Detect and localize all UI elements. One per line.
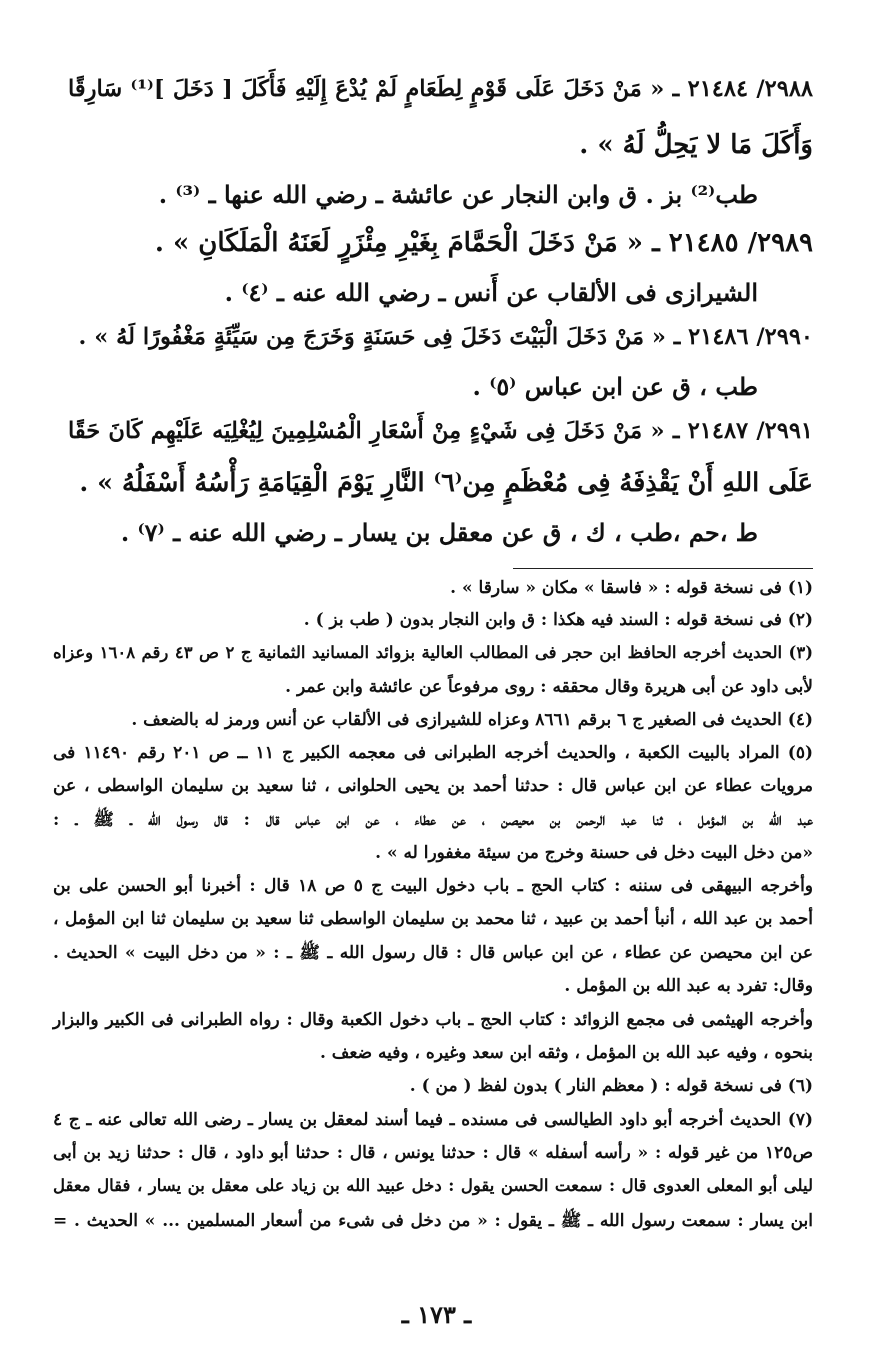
hadith-2991-source: ط ،حم ،طب ، ك ، ق عن معقل بن يسار ـ رضي الله عنه ـ ⁽٧⁾ . <box>120 518 758 547</box>
footnote-7-line-4: ابن يسار : سمعت رسول الله ـ ﷺ ـ يقول : « من دخل فى شىء من أسعار المسلمين ... » الحديث . = <box>53 1211 813 1231</box>
footnote-5-line-3: عبد الله بن المؤمل ، ثنا عبد الرحمن بن محيصن ، عن عطاء ، عن ابن عباس قال : قال رسول الله ـ ﷺ ـ : <box>53 810 813 830</box>
footnote-5-line-2: مرويات عطاء عن ابن عباس قال : حدثنا أحمد بن يحيى الحلوانى ، ثنا سعيد بن سليمان الواسطى ، عن <box>53 776 813 796</box>
hadith-2989-source: الشيرازى فى الألقاب عن أَنس ـ رضي الله عنه ـ ⁽٤⁾ . <box>224 278 758 307</box>
footnote-separator <box>513 568 813 569</box>
footnote-3-line-2: لأبى داود عن أبى هريرة وقال محققه : روى مرفوعاً عن عائشة وابن عمر . <box>285 677 813 697</box>
page-number: ـ ١٧٣ ـ <box>401 1300 472 1329</box>
footnote-5-line-5: وأخرجه البيهقى فى سننه : كتاب الحج ـ باب دخول البيت ج ٥ ص ١٨ قال : أخبرنا أبو الحسن على بن <box>53 876 813 896</box>
footnote-5-line-8: وقال: تفرد به عبد الله بن المؤمل . <box>564 976 813 996</box>
footnote-3-line-1: (٣) الحديث أخرجه الحافظ ابن حجر فى المطالب العالية بزوائد المسانيد الثمانية ج ٢ ص ٤٣ رقم ١٦٠٨ وعزاه <box>53 643 814 662</box>
footnote-7-line-1: (٧) الحديث أخرجه أبو داود الطيالسى فى مسنده ـ فيما أسند لمعقل بن يسار ـ رضى الله تعالى عنه ـ ج ٤ <box>53 1110 813 1130</box>
footnote-5-line-4: «من دخل البيت دخل فى حسنة وخرج من سيئة مغفورا له » . <box>375 843 813 863</box>
hadith-2990-line-1: ٢٩٩٠/ ٢١٤٨٦ ـ « مَنْ دَخَلَ الْبَيْتَ دَخَلَ فِى حَسَنَةٍ وَخَرَجَ مِن سَيِّئَةٍ مَغْفُورًا لَهُ » . <box>78 324 813 350</box>
footnote-5-line-9: وأخرجه الهيثمى فى مجمع الزوائد : كتاب الحج ـ باب دخول الكعبة وقال : رواه الطبرانى فى الكبير والبزار <box>53 1010 813 1030</box>
footnote-7-line-3: ليلى أبو المعلى العدوى قال : سمعت الحسن يقول : دخل عبيد الله بن زياد على معقل بن يسار ، فقال معقل <box>53 1176 813 1195</box>
footnote-2: (٢) فى نسخة قوله : السند فيه هكذا : ق وابن النجار بدون ( طب بز ) . <box>303 610 813 630</box>
hadith-2991-line-1: ٢٩٩١/ ٢١٤٨٧ ـ « مَنْ دَخَلَ فِى شَيْءٍ مِنْ أَسْعَارِ الْمُسْلِمِينَ لِيُغْلِيَه عَلَيْهِم كَانَ حَقًا <box>68 418 813 444</box>
footnote-5-line-1: (٥) المراد بالبيت الكعبة ، والحديث أخرجه الطبرانى فى معجمه الكبير ج ١١ ــ ص ٢٠١ رقم ١١٤٩٠ فى <box>53 743 814 763</box>
hadith-2988-line-1: ٢٩٨٨/ ٢١٤٨٤ ـ « مَنْ دَخَلَ عَلَى قَوْمٍ لِطَعَامٍ لَمْ يُدْعَ إِلَيْهِ فَأَكَلَ [ دَخَلَ ]⁽¹⁾ سَارِقًا <box>68 76 813 102</box>
hadith-2988-source: طب⁽²⁾ بز . ق وابن النجار عن عائشة ـ رضي الله عنها ـ ⁽³⁾ . <box>158 180 758 209</box>
footnote-4: (٤) الحديث فى الصغير ج ٦ برقم ٨٦٦١ وعزاه للشيرازى فى الألقاب عن أنس ورمز له بالضعف . <box>131 710 813 730</box>
footnote-5-line-10: بنحوه ، وفيه عبد الله بن المؤمل ، وثقه ابن سعد وغيره ، وفيه ضعف . <box>319 1043 813 1063</box>
hadith-2991-line-2: عَلَى اللهِ أَنْ يَقْذِفَهُ فِى مُعْظَمٍ مِن⁽٦⁾ النَّارِ يَوْمَ الْقِيَامَةِ رَأْسُهُ أَسْفَلُهُ » . <box>79 468 813 498</box>
footnote-1: (١) فى نسخة قوله : « فاسقا » مكان « سارقا » . <box>450 578 813 598</box>
footnote-7-line-2: ص١٢٥ من غير قوله : « رأسه أسفله » قال : حدثنا يونس ، قال : حدثنا أبو داود ، قال : حدثنا زيد بن أبى <box>53 1143 813 1163</box>
footnote-6: (٦) فى نسخة قوله : ( معظم النار ) بدون لفظ ( من ) . <box>409 1076 813 1096</box>
footnote-5-line-6: أحمد بن عبد الله ، أنبأ أحمد بن عبيد ، ثنا محمد بن سليمان الواسطى ثنا سعيد بن سليمان ثنا ابن المؤمل ، <box>53 909 813 929</box>
footnote-5-line-7: عن ابن محيصن عن عطاء ، عن ابن عباس قال : قال رسول الله ـ ﷺ ـ : « من دخل البيت » الحديث . <box>53 943 813 963</box>
hadith-2989-line-1: ٢٩٨٩/ ٢١٤٨٥ ـ « مَنْ دَخَلَ الْحَمَّامَ بِغَيْرِ مِئْزَرٍ لَعَنَهُ الْمَلَكَانِ » . <box>154 228 813 258</box>
hadith-2990-source: طب ، ق عن ابن عباس ⁽٥⁾ . <box>472 372 758 401</box>
hadith-2988-line-2: وَأَكَلَ مَا لا يَحِلُّ لَهُ » . <box>579 130 813 160</box>
